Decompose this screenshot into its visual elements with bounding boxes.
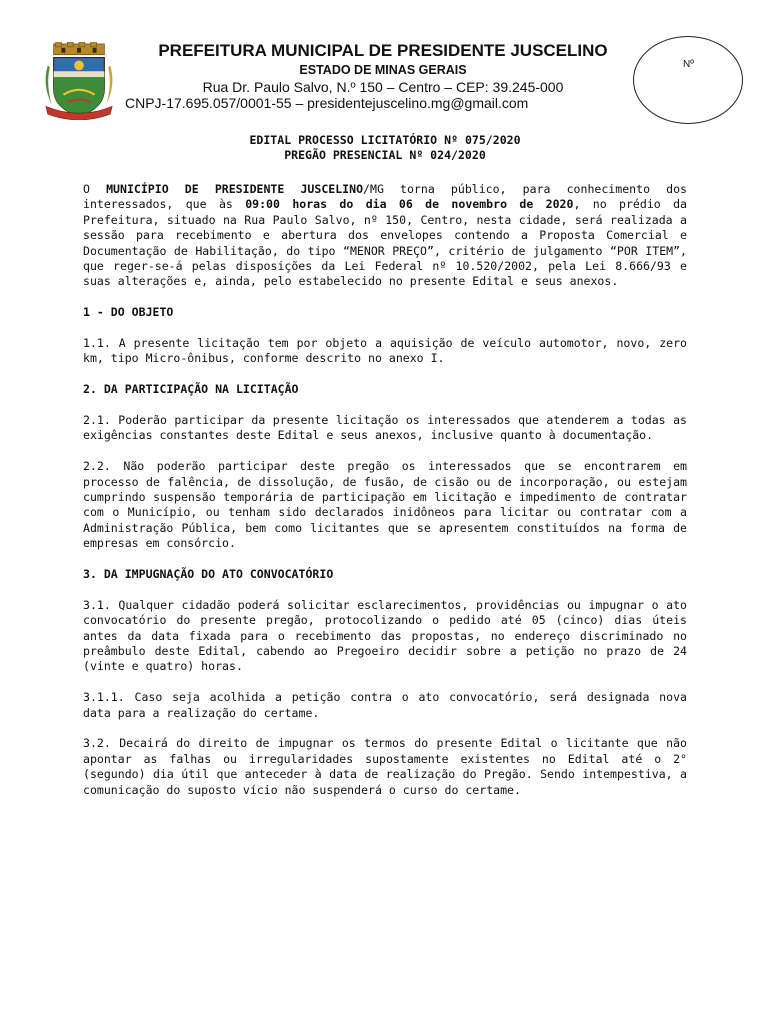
clause-2-1: 2.1. Poderão participar da presente licitação os interessados que atenderem a todas as exigências constantes deste Edital e seus anexos, inclusive quanto à documentação.: [83, 413, 687, 443]
section-1-heading: 1 - DO OBJETO: [83, 305, 174, 320]
edital-title: [83, 133, 687, 164]
section-2-heading: 2. DA PARTICIPAÇÃO NA LICITAÇÃO: [83, 382, 299, 397]
clause-3-2: 3.2. Decairá do direito de impugnar os termos do presente Edital o licitante que não apontar as falhas ou irregularidades supostamente existentes no Edital até o 2° (segundo) dia útil que anteceder à data de realização do Pregão. Sendo intempestiva, a comunicação do suposto vício não suspenderá o curso do certame.: [83, 736, 687, 797]
clause-3-1-1: 3.1.1. Caso seja acolhida a petição contra o ato convocatório, será designada nova data para a realização do certame.: [83, 690, 687, 720]
section-3-heading: 3. DA IMPUGNAÇÃO DO ATO CONVOCATÓRIO: [83, 567, 334, 582]
clause-2-2: 2.2. Não poderão participar deste pregão os interessados que se encontrarem em processo de falência, de dissolução, de fusão, de cisão ou de incorporação, ou estejam cumprindo suspensão temporária de participação em licitação e impedimento de contratar com o Município, ou tenham sido declarados inidôneos para licitar ou contratar com a Administração Pública, bem como licitantes que se apresentem constituídos na forma de empresas em consórcio.: [83, 459, 687, 551]
edital-title-line-2: PREGÃO PRESENCIAL Nº 024/2020: [284, 148, 486, 163]
cnpj-email-line: CNPJ-17.695.057/0001-55 – presidentejuscelino.mg@gmail.com: [125, 95, 529, 111]
intro-municipality: MUNICÍPIO DE PRESIDENTE JUSCELINO: [106, 182, 364, 196]
number-stamp-label: Nº: [683, 59, 694, 70]
number-stamp-oval: [633, 36, 743, 124]
intro-text-1: O: [83, 182, 107, 196]
intro-session-datetime: 09:00 horas do dia 06 de novembro de 2020: [245, 197, 574, 212]
clause-1-1: 1.1. A presente licitação tem por objeto a aquisição de veículo automotor, novo, zero km, tipo Micro-ônibus, conforme descrito no anexo I.: [83, 336, 687, 366]
municipal-crest-icon: [40, 42, 118, 120]
municipality-title: PREFEITURA MUNICIPAL DE PRESIDENTE JUSCELINO: [158, 41, 608, 60]
intro-paragraph: [83, 182, 687, 290]
address-line: Rua Dr. Paulo Salvo, N.º 150 – Centro – CEP: 39.245-000: [202, 79, 564, 95]
edital-title-line-1: EDITAL PROCESSO LICITATÓRIO Nº 075/2020: [249, 133, 521, 147]
edital-body: [83, 182, 687, 814]
intro-text-3: , no prédio da Prefeitura, situado na Rua Paulo Salvo, nº 150, Centro, nesta cidade, será realizada a sessão para recebimento e abertura dos envelopes contendo a Proposta Comercial e Documentação de Habilitação, do tipo “MENOR PREÇO”, critério de julgamento “POR ITEM”, que reger-se-á pelas disposições da Lei Federal nº 10.520/2002, pela Lei 8.666/93 e suas alterações e, ainda, pelo estabelecido no presente Edital e seus anexos.: [83, 197, 687, 289]
intro-text-2: /MG torna público, para conhecimento dos interessados, que às: [83, 182, 688, 212]
state-name: ESTADO DE MINAS GERAIS: [299, 63, 467, 77]
clause-3-1: 3.1. Qualquer cidadão poderá solicitar esclarecimentos, providências ou impugnar o ato convocatório do presente pregão, protocolizando o pedido até 05 (cinco) dias úteis antes da data fixada para o recebimento das propostas, no endereço discriminado no preâmbulo deste Edital, cabendo ao Pregoeiro decidir sobre a petição no prazo de 24 (vinte e quatro) horas.: [83, 597, 687, 674]
